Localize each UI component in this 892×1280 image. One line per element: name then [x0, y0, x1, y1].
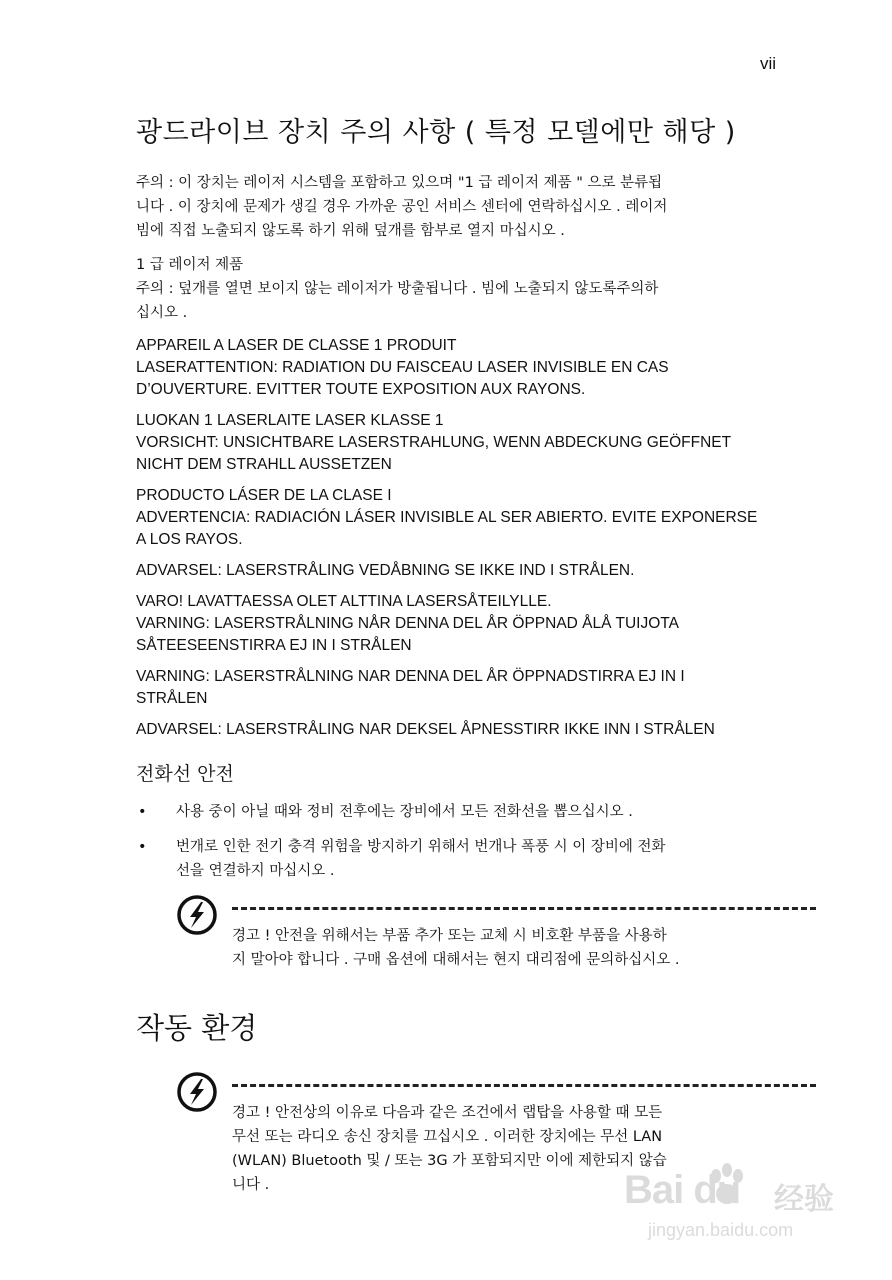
text-line: VARNING: LASERSTRÅLNING NÅR DENNA DEL ÅR ÖPPNAD ÅLÅ TUIJOTA — [136, 615, 679, 632]
text-line: APPAREIL A LASER DE CLASSE 1 PRODUIT — [136, 337, 457, 354]
text-line: NICHT DEM STRAHLL AUSSETZEN — [136, 456, 392, 473]
text-line: 니다 . — [232, 1177, 270, 1193]
text-line: 1 급 레이저 제품 — [136, 257, 244, 273]
text-line: 주의 : 이 장치는 레이저 시스템을 포함하고 있으며 "1 급 레이저 제품 " 으로 분류됩 — [136, 175, 663, 191]
subsection-title-phone-safety: 전화선 안전 — [136, 763, 234, 785]
dashed-divider — [232, 1084, 816, 1087]
watermark-url: jingyan.baidu.com — [648, 1220, 794, 1240]
page-number: vii — [759, 54, 776, 73]
text-line: 무선 또는 라디오 송신 장치를 끄십시오 . 이러한 장치에는 무선 LAN — [232, 1129, 663, 1145]
german-laser-label — [136, 410, 776, 476]
text-line: VARNING: LASERSTRÅLNING NAR DENNA DEL ÅR ÖPPNADSTIRRA EJ IN I — [136, 668, 685, 685]
warning-bolt-icon — [176, 1071, 218, 1113]
text-line: 사용 중이 아닐 때와 정비 전후에는 장비에서 모든 전화선을 뽑으십시오 . — [176, 804, 633, 820]
dashed-divider — [232, 907, 816, 910]
text-line: 주의 : 덮개를 열면 보이지 않는 레이저가 방출됩니다 . 빔에 노출되지 않도록주의하 — [136, 281, 659, 297]
text-line: STRÅLEN — [136, 690, 208, 707]
text-line: LUOKAN 1 LASERLAITE LASER KLASSE 1 — [136, 412, 444, 429]
spanish-laser-label — [136, 485, 776, 551]
danish-laser-label — [136, 560, 776, 582]
page-content — [136, 110, 776, 1197]
watermark-brand: Bai du — [624, 1168, 741, 1212]
text-line: ADVARSEL: LASERSTRÅLING VEDÅBNING SE IKKE IND I STRÅLEN. — [136, 562, 635, 579]
swedish-laser-label — [136, 666, 776, 710]
text-line: 선을 연결하지 마십시오 . — [176, 863, 335, 879]
finnish-swedish-laser-label — [136, 591, 776, 657]
section-title-optical-drive: 광드라이브 장치 주의 사항 ( 특정 모델에만 해당 ) — [136, 117, 736, 148]
warning-bolt-icon — [176, 894, 218, 936]
text-line: 경고 ! 안전을 위해서는 부품 추가 또는 교체 시 비호환 부품을 사용하 — [232, 928, 667, 944]
bullet-icon: • — [138, 804, 147, 820]
text-line: 지 말아야 합니다 . 구매 옵션에 대해서는 현지 대리점에 문의하십시오 . — [232, 952, 680, 968]
french-laser-label — [136, 335, 776, 401]
baidu-jingyan-watermark — [624, 1162, 844, 1252]
text-line: SÅTEESEENSTIRRA EJ IN I STRÅLEN — [136, 637, 412, 654]
text-line: 번개로 인한 전기 충격 위험을 방지하기 위해서 번개나 폭풍 시 이 장비에 전화 — [176, 839, 666, 855]
text-line: 니다 . 이 장치에 문제가 생길 경우 가까운 공인 서비스 센터에 연락하십시오 . 레이저 — [136, 199, 668, 215]
list-item — [136, 835, 776, 883]
text-line: 십시오 . — [136, 305, 188, 321]
section-title-operating-environment: 작동 환경 — [136, 1011, 258, 1045]
phone-safety-list — [136, 800, 776, 883]
text-line: VORSICHT: UNSICHTBARE LASERSTRAHLUNG, WENN ABDECKUNG GEÖFFNET — [136, 434, 732, 451]
korean-laser-label — [136, 253, 776, 325]
text-line: 경고 ! 안전상의 이유로 다음과 같은 조건에서 랩탑을 사용할 때 모든 — [232, 1105, 663, 1121]
text-line: ADVERTENCIA: RADIACIÓN LÁSER INVISIBLE AL SER ABIERTO. EVITE EXPONERSE — [136, 509, 758, 526]
text-line: A LOS RAYOS. — [136, 531, 243, 548]
list-item — [136, 800, 776, 824]
warning-text — [176, 894, 776, 972]
paw-icon — [708, 1162, 746, 1208]
text-line: 빔에 직접 노출되지 않도록 하기 위해 덮개를 함부로 열지 마십시오 . — [136, 223, 565, 239]
norwegian-laser-label — [136, 719, 776, 741]
warning-box-parts — [176, 894, 776, 972]
text-line: D’OUVERTURE. EVITTER TOUTE EXPOSITION AUX RAYONS. — [136, 381, 586, 398]
watermark-cn-text: 经验 — [774, 1182, 834, 1217]
text-line: PRODUCTO LÁSER DE LA CLASE I — [136, 487, 392, 504]
intro-paragraph — [136, 171, 776, 243]
text-line: (WLAN) Bluetooth 및 / 또는 3G 가 포함되지만 이에 제한되지 않습 — [232, 1153, 667, 1169]
text-line: LASERATTENTION: RADIATION DU FAISCEAU LASER INVISIBLE EN CAS — [136, 359, 669, 376]
text-line: ADVARSEL: LASERSTRÅLING NAR DEKSEL ÅPNESSTIRR IKKE INN I STRÅLEN — [136, 721, 715, 738]
text-line: VARO! LAVATTAESSA OLET ALTTINA LASERSÅTEILYLLE. — [136, 593, 552, 610]
bullet-icon: • — [138, 839, 147, 855]
